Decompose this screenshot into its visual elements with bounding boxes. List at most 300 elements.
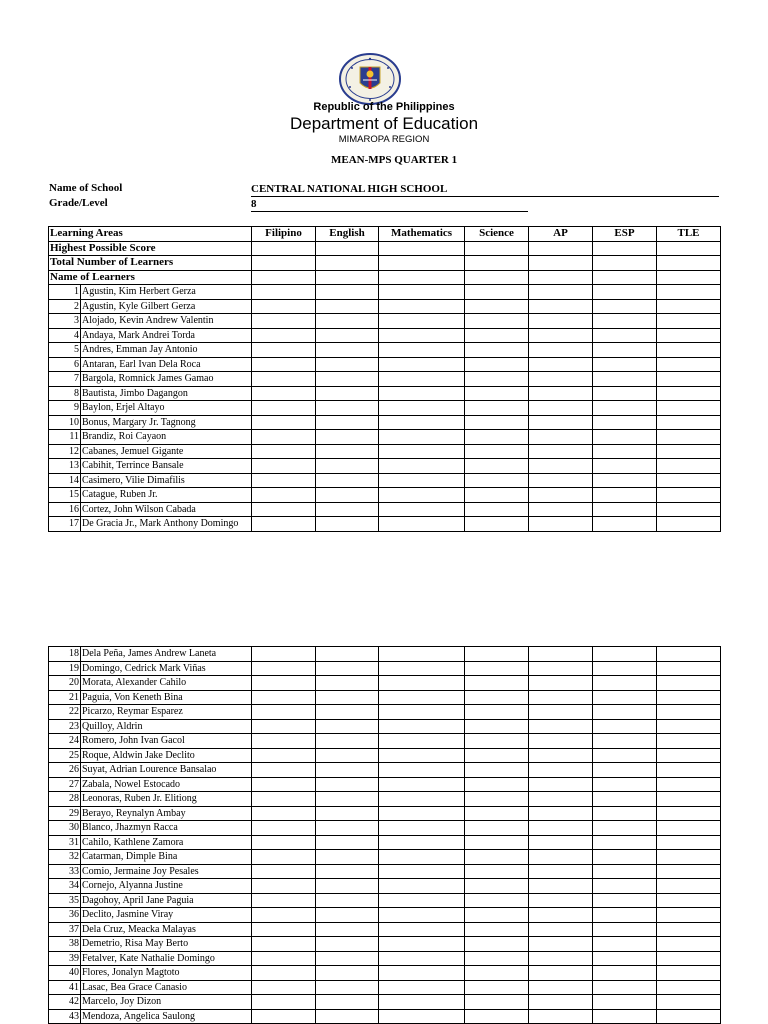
score-cell[interactable] [252,386,316,401]
score-cell[interactable] [379,995,465,1010]
score-cell[interactable] [593,763,657,778]
score-cell[interactable] [316,299,379,314]
score-cell[interactable] [465,314,529,329]
score-cell[interactable] [465,473,529,488]
score-cell[interactable] [252,415,316,430]
score-cell[interactable] [379,285,465,300]
score-cell[interactable] [252,908,316,923]
score-cell[interactable] [252,401,316,416]
score-cell[interactable] [529,343,593,358]
score-cell[interactable] [657,690,721,705]
score-cell[interactable] [529,357,593,372]
score-cell[interactable] [593,343,657,358]
score-cell[interactable] [379,502,465,517]
score-cell[interactable] [593,517,657,532]
score-cell[interactable] [593,328,657,343]
score-cell[interactable] [465,647,529,662]
score-cell[interactable] [657,922,721,937]
score-cell[interactable] [379,806,465,821]
score-cell[interactable] [252,270,316,285]
score-cell[interactable] [529,647,593,662]
score-cell[interactable] [465,893,529,908]
score-cell[interactable] [529,966,593,981]
score-cell[interactable] [657,763,721,778]
score-cell[interactable] [657,488,721,503]
score-cell[interactable] [316,488,379,503]
score-cell[interactable] [657,270,721,285]
score-cell[interactable] [316,676,379,691]
score-cell[interactable] [252,734,316,749]
score-cell[interactable] [379,1009,465,1024]
score-cell[interactable] [252,357,316,372]
score-cell[interactable] [593,459,657,474]
score-cell[interactable] [657,647,721,662]
score-cell[interactable] [657,1009,721,1024]
score-cell[interactable] [316,647,379,662]
score-cell[interactable] [379,676,465,691]
score-cell[interactable] [465,705,529,720]
score-cell[interactable] [657,951,721,966]
score-cell[interactable] [529,401,593,416]
score-cell[interactable] [465,1009,529,1024]
score-cell[interactable] [465,517,529,532]
score-cell[interactable] [379,734,465,749]
score-cell[interactable] [316,357,379,372]
score-cell[interactable] [593,864,657,879]
score-cell[interactable] [529,879,593,894]
score-cell[interactable] [465,256,529,271]
score-cell[interactable] [252,502,316,517]
score-cell[interactable] [252,444,316,459]
score-cell[interactable] [379,908,465,923]
score-cell[interactable] [316,285,379,300]
score-cell[interactable] [252,850,316,865]
score-cell[interactable] [657,241,721,256]
score-cell[interactable] [252,241,316,256]
score-cell[interactable] [316,473,379,488]
score-cell[interactable] [657,806,721,821]
score-cell[interactable] [529,893,593,908]
score-cell[interactable] [657,444,721,459]
score-cell[interactable] [465,850,529,865]
score-cell[interactable] [657,517,721,532]
score-cell[interactable] [252,459,316,474]
score-cell[interactable] [529,980,593,995]
score-cell[interactable] [316,850,379,865]
score-cell[interactable] [529,285,593,300]
score-cell[interactable] [593,879,657,894]
score-cell[interactable] [593,430,657,445]
score-cell[interactable] [657,864,721,879]
score-cell[interactable] [593,256,657,271]
score-cell[interactable] [529,1009,593,1024]
score-cell[interactable] [379,748,465,763]
score-cell[interactable] [379,792,465,807]
score-cell[interactable] [465,879,529,894]
score-cell[interactable] [593,806,657,821]
score-cell[interactable] [657,502,721,517]
score-cell[interactable] [465,922,529,937]
score-cell[interactable] [657,734,721,749]
score-cell[interactable] [529,661,593,676]
score-cell[interactable] [657,459,721,474]
score-cell[interactable] [529,444,593,459]
score-cell[interactable] [252,343,316,358]
score-cell[interactable] [657,705,721,720]
score-cell[interactable] [657,285,721,300]
score-cell[interactable] [529,908,593,923]
score-cell[interactable] [593,777,657,792]
score-cell[interactable] [657,966,721,981]
score-cell[interactable] [379,401,465,416]
score-cell[interactable] [593,908,657,923]
score-cell[interactable] [379,488,465,503]
score-cell[interactable] [252,980,316,995]
score-cell[interactable] [465,502,529,517]
score-cell[interactable] [657,401,721,416]
score-cell[interactable] [252,951,316,966]
score-cell[interactable] [593,850,657,865]
score-cell[interactable] [529,328,593,343]
score-cell[interactable] [657,893,721,908]
score-cell[interactable] [379,922,465,937]
score-cell[interactable] [252,879,316,894]
score-cell[interactable] [657,980,721,995]
score-cell[interactable] [316,343,379,358]
score-cell[interactable] [657,473,721,488]
score-cell[interactable] [252,488,316,503]
score-cell[interactable] [593,719,657,734]
score-cell[interactable] [316,430,379,445]
score-cell[interactable] [593,748,657,763]
score-cell[interactable] [657,719,721,734]
score-cell[interactable] [529,386,593,401]
score-cell[interactable] [529,270,593,285]
score-cell[interactable] [529,792,593,807]
score-cell[interactable] [593,792,657,807]
score-cell[interactable] [657,372,721,387]
score-cell[interactable] [465,357,529,372]
score-cell[interactable] [657,777,721,792]
score-cell[interactable] [316,821,379,836]
score-cell[interactable] [529,517,593,532]
score-cell[interactable] [379,386,465,401]
score-cell[interactable] [657,792,721,807]
score-cell[interactable] [593,372,657,387]
score-cell[interactable] [379,777,465,792]
score-cell[interactable] [465,821,529,836]
score-cell[interactable] [529,777,593,792]
score-cell[interactable] [316,922,379,937]
score-cell[interactable] [465,676,529,691]
score-cell[interactable] [593,401,657,416]
score-cell[interactable] [465,444,529,459]
score-cell[interactable] [316,328,379,343]
score-cell[interactable] [593,661,657,676]
score-cell[interactable] [252,328,316,343]
score-cell[interactable] [316,690,379,705]
score-cell[interactable] [316,908,379,923]
score-cell[interactable] [465,386,529,401]
score-cell[interactable] [252,937,316,952]
score-cell[interactable] [465,299,529,314]
score-cell[interactable] [316,502,379,517]
score-cell[interactable] [657,328,721,343]
score-cell[interactable] [593,444,657,459]
score-cell[interactable] [316,459,379,474]
score-cell[interactable] [465,864,529,879]
score-cell[interactable] [529,502,593,517]
score-cell[interactable] [252,719,316,734]
score-cell[interactable] [593,893,657,908]
score-cell[interactable] [593,1009,657,1024]
score-cell[interactable] [593,676,657,691]
score-cell[interactable] [529,748,593,763]
score-cell[interactable] [657,821,721,836]
score-cell[interactable] [593,241,657,256]
score-cell[interactable] [379,415,465,430]
score-cell[interactable] [593,995,657,1010]
score-cell[interactable] [593,980,657,995]
score-cell[interactable] [529,734,593,749]
score-cell[interactable] [529,241,593,256]
score-cell[interactable] [252,372,316,387]
score-cell[interactable] [657,343,721,358]
score-cell[interactable] [657,995,721,1010]
score-cell[interactable] [657,850,721,865]
score-cell[interactable] [379,270,465,285]
score-cell[interactable] [316,661,379,676]
score-cell[interactable] [252,299,316,314]
score-cell[interactable] [657,314,721,329]
score-cell[interactable] [379,763,465,778]
score-cell[interactable] [593,835,657,850]
score-cell[interactable] [252,1009,316,1024]
score-cell[interactable] [465,328,529,343]
score-cell[interactable] [316,980,379,995]
score-cell[interactable] [465,343,529,358]
score-cell[interactable] [529,922,593,937]
score-cell[interactable] [316,792,379,807]
score-cell[interactable] [657,937,721,952]
score-cell[interactable] [379,517,465,532]
score-cell[interactable] [465,995,529,1010]
score-cell[interactable] [465,372,529,387]
score-cell[interactable] [316,444,379,459]
score-cell[interactable] [379,444,465,459]
score-cell[interactable] [252,661,316,676]
score-cell[interactable] [529,951,593,966]
score-cell[interactable] [252,430,316,445]
score-cell[interactable] [657,430,721,445]
score-cell[interactable] [465,401,529,416]
score-cell[interactable] [593,502,657,517]
score-cell[interactable] [252,821,316,836]
score-cell[interactable] [465,285,529,300]
score-cell[interactable] [316,806,379,821]
score-cell[interactable] [316,1009,379,1024]
score-cell[interactable] [529,676,593,691]
score-cell[interactable] [252,763,316,778]
score-cell[interactable] [379,980,465,995]
score-cell[interactable] [593,922,657,937]
score-cell[interactable] [316,705,379,720]
score-cell[interactable] [465,241,529,256]
score-cell[interactable] [465,734,529,749]
score-cell[interactable] [379,314,465,329]
score-cell[interactable] [379,864,465,879]
score-cell[interactable] [379,893,465,908]
score-cell[interactable] [529,690,593,705]
score-cell[interactable] [379,372,465,387]
score-cell[interactable] [465,792,529,807]
score-cell[interactable] [252,473,316,488]
score-cell[interactable] [593,488,657,503]
score-cell[interactable] [252,690,316,705]
score-cell[interactable] [379,661,465,676]
score-cell[interactable] [379,821,465,836]
score-cell[interactable] [465,908,529,923]
score-cell[interactable] [657,879,721,894]
score-cell[interactable] [593,386,657,401]
score-cell[interactable] [593,705,657,720]
score-cell[interactable] [316,372,379,387]
score-cell[interactable] [529,719,593,734]
score-cell[interactable] [316,893,379,908]
score-cell[interactable] [316,401,379,416]
score-cell[interactable] [593,285,657,300]
score-cell[interactable] [379,256,465,271]
score-cell[interactable] [465,748,529,763]
score-cell[interactable] [593,270,657,285]
score-cell[interactable] [529,473,593,488]
score-cell[interactable] [379,966,465,981]
score-cell[interactable] [529,459,593,474]
score-cell[interactable] [379,719,465,734]
score-cell[interactable] [529,430,593,445]
score-cell[interactable] [316,719,379,734]
score-cell[interactable] [316,995,379,1010]
score-cell[interactable] [316,951,379,966]
score-cell[interactable] [252,517,316,532]
score-cell[interactable] [529,415,593,430]
score-cell[interactable] [379,328,465,343]
score-cell[interactable] [379,459,465,474]
score-cell[interactable] [465,806,529,821]
score-cell[interactable] [252,285,316,300]
score-cell[interactable] [593,937,657,952]
score-cell[interactable] [252,748,316,763]
score-cell[interactable] [316,966,379,981]
score-cell[interactable] [465,415,529,430]
score-cell[interactable] [465,719,529,734]
score-cell[interactable] [593,299,657,314]
score-cell[interactable] [657,676,721,691]
score-cell[interactable] [529,314,593,329]
score-cell[interactable] [316,517,379,532]
score-cell[interactable] [316,386,379,401]
score-cell[interactable] [465,951,529,966]
score-cell[interactable] [529,488,593,503]
score-cell[interactable] [529,372,593,387]
score-cell[interactable] [316,270,379,285]
score-cell[interactable] [593,314,657,329]
score-cell[interactable] [593,647,657,662]
score-cell[interactable] [593,473,657,488]
score-cell[interactable] [379,299,465,314]
score-cell[interactable] [379,647,465,662]
score-cell[interactable] [593,415,657,430]
score-cell[interactable] [529,821,593,836]
score-cell[interactable] [465,270,529,285]
score-cell[interactable] [316,734,379,749]
score-cell[interactable] [465,430,529,445]
score-cell[interactable] [465,763,529,778]
score-cell[interactable] [252,922,316,937]
score-cell[interactable] [316,777,379,792]
score-cell[interactable] [252,835,316,850]
score-cell[interactable] [252,676,316,691]
score-cell[interactable] [657,357,721,372]
score-cell[interactable] [252,806,316,821]
score-cell[interactable] [379,241,465,256]
score-cell[interactable] [379,473,465,488]
score-cell[interactable] [593,357,657,372]
score-cell[interactable] [252,705,316,720]
score-cell[interactable] [465,459,529,474]
score-cell[interactable] [252,893,316,908]
score-cell[interactable] [529,864,593,879]
score-cell[interactable] [379,937,465,952]
score-cell[interactable] [529,299,593,314]
score-cell[interactable] [252,995,316,1010]
score-cell[interactable] [657,908,721,923]
score-cell[interactable] [593,951,657,966]
score-cell[interactable] [316,763,379,778]
score-cell[interactable] [252,256,316,271]
score-cell[interactable] [316,314,379,329]
score-cell[interactable] [657,386,721,401]
score-cell[interactable] [529,705,593,720]
score-cell[interactable] [379,850,465,865]
score-cell[interactable] [252,314,316,329]
score-cell[interactable] [379,430,465,445]
score-cell[interactable] [465,777,529,792]
score-cell[interactable] [593,821,657,836]
score-cell[interactable] [379,357,465,372]
score-cell[interactable] [316,415,379,430]
score-cell[interactable] [529,806,593,821]
score-cell[interactable] [252,966,316,981]
score-cell[interactable] [252,777,316,792]
score-cell[interactable] [657,661,721,676]
score-cell[interactable] [529,256,593,271]
score-cell[interactable] [316,937,379,952]
score-cell[interactable] [252,647,316,662]
score-cell[interactable] [593,690,657,705]
score-cell[interactable] [657,748,721,763]
score-cell[interactable] [465,980,529,995]
score-cell[interactable] [657,256,721,271]
score-cell[interactable] [529,937,593,952]
score-cell[interactable] [379,343,465,358]
score-cell[interactable] [316,835,379,850]
score-cell[interactable] [529,763,593,778]
score-cell[interactable] [379,835,465,850]
score-cell[interactable] [252,792,316,807]
score-cell[interactable] [316,879,379,894]
score-cell[interactable] [316,748,379,763]
